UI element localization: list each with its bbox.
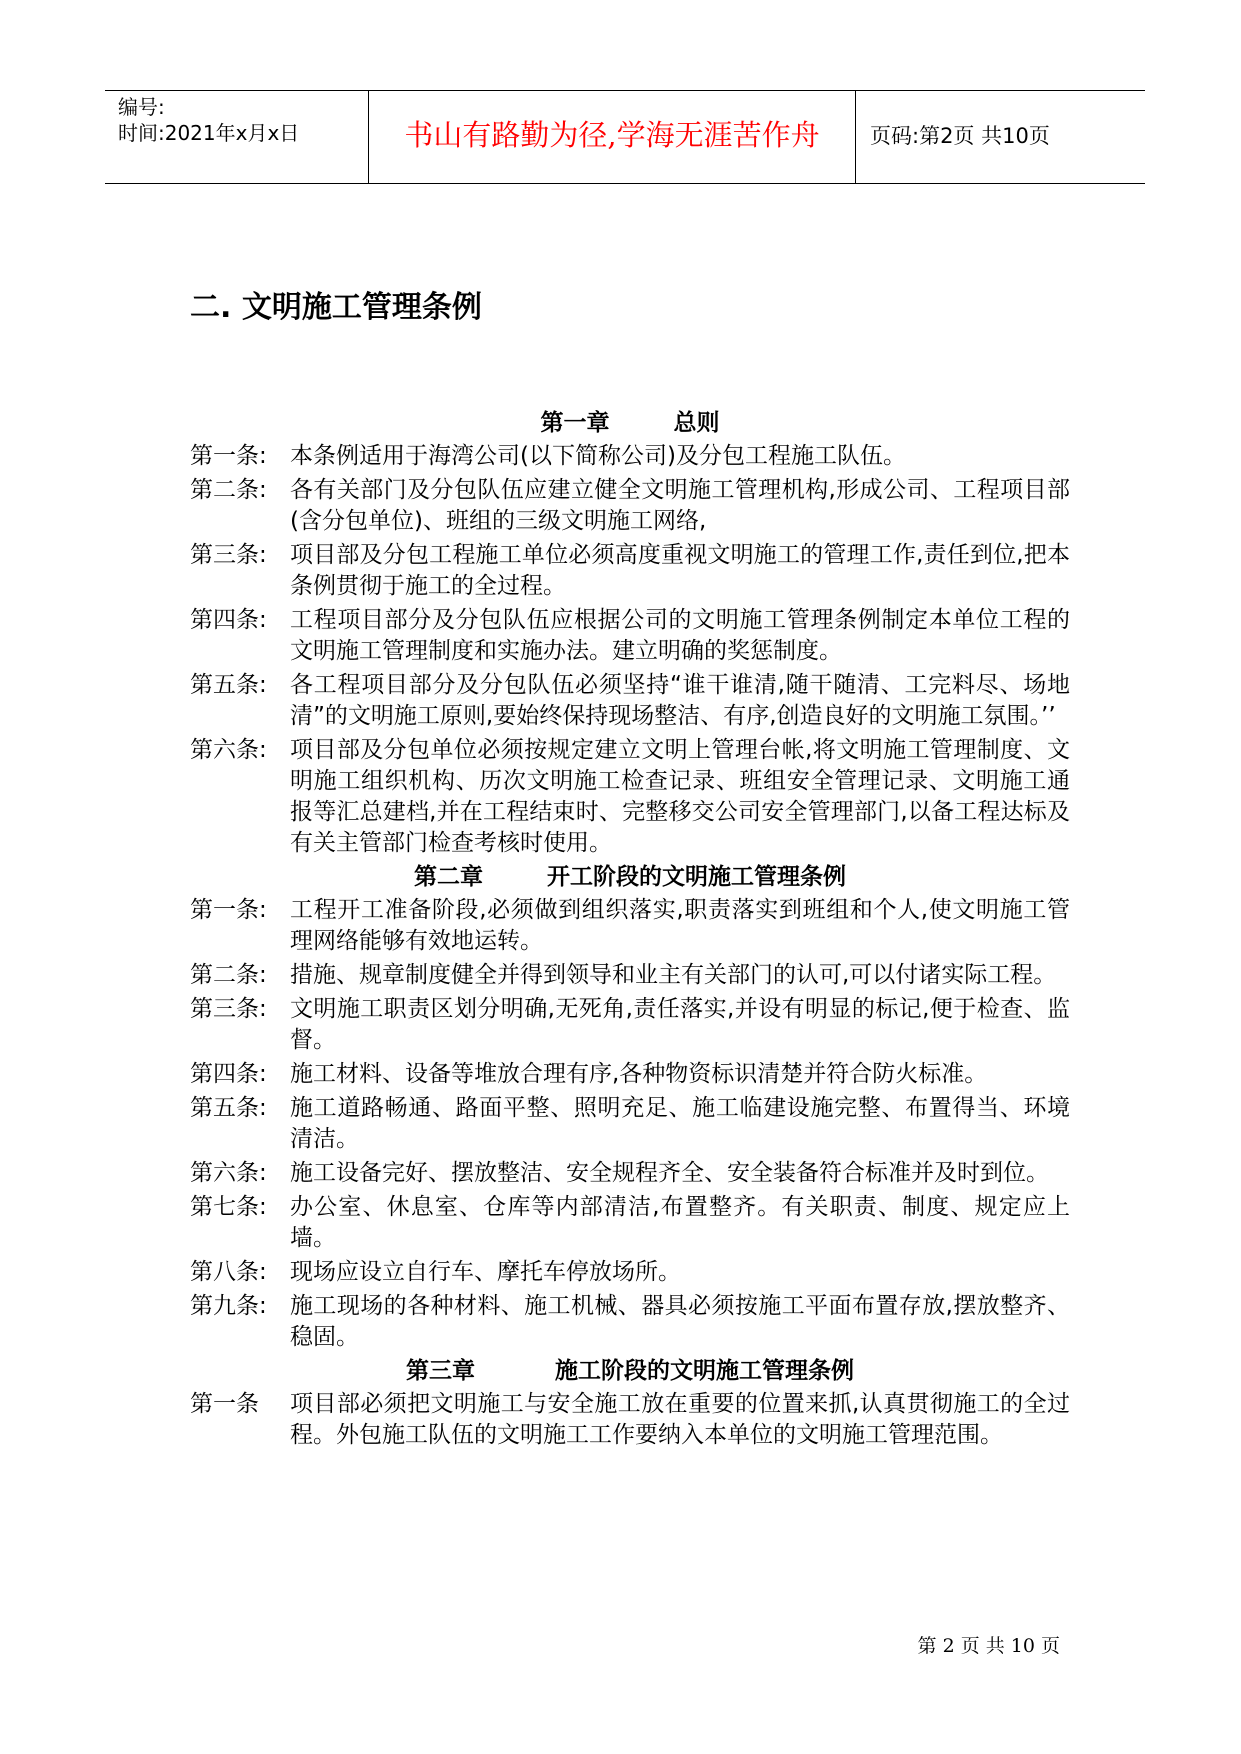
article-text: 各有关部门及分包队伍应建立健全文明施工管理机构,形成公司、工程项目部(含分包单位)、班组的三级文明施工网络,: [290, 477, 1070, 534]
article: [190, 605, 1070, 667]
article-label: 第七条:: [190, 1194, 267, 1220]
article-text: 文明施工职责区划分明确,无死角,责任落实,并设有明显的标记,便于检查、监督。: [290, 996, 1070, 1053]
header-page-cell: [856, 91, 1145, 183]
article-text: 项目部必须把文明施工与安全施工放在重要的位置来抓,认真贯彻施工的全过程。外包施工队伍的文明施工工作要纳入本单位的文明施工管理范围。: [290, 1391, 1070, 1448]
article: [190, 475, 1070, 537]
article-text: 本条例适用于海湾公司(以下简称公司)及分包工程施工队伍。: [290, 443, 906, 469]
article-label: 第一条:: [190, 443, 267, 469]
article: [190, 735, 1070, 859]
article: [190, 1291, 1070, 1353]
article-label: 第一条: [190, 1391, 259, 1417]
section-title: 二. 文明施工管理条例: [190, 290, 482, 325]
article: [190, 540, 1070, 602]
article: [190, 1389, 1070, 1451]
article-label: 第五条:: [190, 1095, 267, 1121]
article-text: 措施、规章制度健全并得到领导和业主有关部门的认可,可以付诸实际工程。: [290, 962, 1057, 988]
article-label: 第三条:: [190, 542, 267, 568]
article-text: 办公室、休息室、仓库等内部清洁,布置整齐。有关职责、制度、规定应上墙。: [290, 1194, 1070, 1251]
article: [190, 1093, 1070, 1155]
page-header: [105, 90, 1145, 184]
article-text: 工程开工准备阶段,必须做到组织落实,职责落实到班组和个人,使文明施工管理网络能够有效地运转。: [290, 897, 1070, 954]
article: [190, 1257, 1070, 1288]
page-footer: 第 2 页 共 10 页: [917, 1635, 1060, 1657]
article-text: 施工现场的各种材料、施工机械、器具必须按施工平面布置存放,摆放整齐、稳固。: [290, 1293, 1070, 1350]
article-text: 施工道路畅通、路面平整、照明充足、施工临建设施完整、布置得当、环境清洁。: [290, 1095, 1070, 1152]
article: [190, 994, 1070, 1056]
article-text: 现场应设立自行车、摩托车停放场所。: [290, 1259, 681, 1285]
article-label: 第八条:: [190, 1259, 267, 1285]
header-motto: 书山有路勤为径,学海无涯苦作舟: [404, 118, 820, 152]
article-label: 第二条:: [190, 962, 267, 988]
article-text: 项目部及分包工程施工单位必须高度重视文明施工的管理工作,责任到位,把本条例贯彻于施工的全过程。: [290, 542, 1070, 599]
article-label: 第九条:: [190, 1293, 267, 1319]
chapter-heading: 第二章 开工阶段的文明施工管理条例: [413, 864, 847, 890]
article-label: 第二条:: [190, 477, 267, 503]
article-label: 第四条:: [190, 1061, 267, 1087]
article-text: 施工材料、设备等堆放合理有序,各种物资标识清楚并符合防火标准。: [290, 1061, 988, 1087]
article: [190, 1158, 1070, 1189]
document-body: [190, 408, 1070, 1454]
header-page-info: 页码:第2页 共10页: [870, 124, 1050, 148]
article-text: 项目部及分包单位必须按规定建立文明上管理台帐,将文明施工管理制度、文明施工组织机构、历次文明施工检查记录、班组安全管理记录、文明施工通报等汇总建档,并在工程结束时、完整移交公司安全管理部门,以备工程达标及有关主管部门检查考核时使用。: [290, 737, 1070, 856]
article: [190, 670, 1070, 732]
article-label: 第六条:: [190, 1160, 267, 1186]
article: [190, 895, 1070, 957]
header-left-cell: [105, 91, 369, 183]
article-label: 第五条:: [190, 672, 267, 698]
document-time: 时间:2021年x月x日: [118, 121, 300, 145]
header-motto-cell: [369, 91, 856, 183]
article-label: 第四条:: [190, 607, 267, 633]
article-label: 第一条:: [190, 897, 267, 923]
article-label: 第三条:: [190, 996, 267, 1022]
article: [190, 960, 1070, 991]
chapter-heading: 第三章 施工阶段的文明施工管理条例: [405, 1358, 855, 1384]
article: [190, 1059, 1070, 1090]
article-text: 各工程项目部分及分包队伍必须坚持“谁干谁清,随干随清、工完料尽、场地清”的文明施工原则,要始终保持现场整洁、有序,创造良好的文明施工氛围。’’: [290, 672, 1070, 729]
article: [190, 1192, 1070, 1254]
article-text: 工程项目部分及分包队伍应根据公司的文明施工管理条例制定本单位工程的文明施工管理制度和实施办法。建立明确的奖惩制度。: [290, 607, 1070, 664]
article-label: 第六条:: [190, 737, 267, 763]
document-number-label: 编号:: [118, 95, 165, 119]
chapter-heading: 第一章 总则: [540, 410, 720, 436]
article: [190, 441, 1070, 472]
article-text: 施工设备完好、摆放整洁、安全规程齐全、安全装备符合标准并及时到位。: [290, 1160, 1049, 1186]
